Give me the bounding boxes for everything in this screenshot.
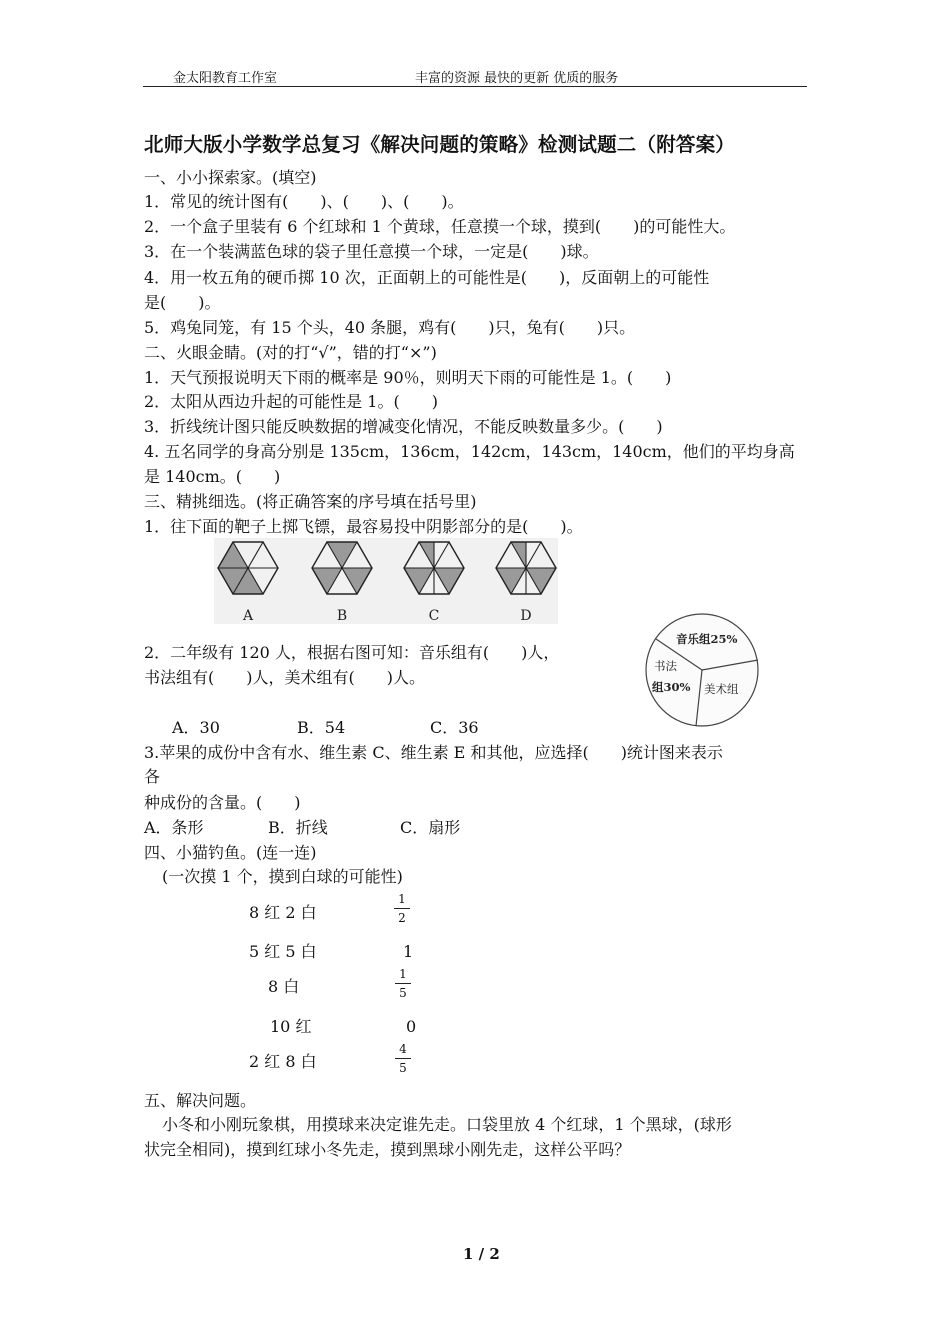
section-3-heading: 三、精挑细选。(将正确答案的序号填在括号里) [144, 492, 477, 511]
interest-group-pie-chart [644, 612, 760, 728]
fraction-bar [394, 908, 410, 909]
fraction-denominator: 5 [399, 986, 407, 1000]
s4-right-fraction-1 [394, 892, 410, 925]
s3-q3-option-b: B．折线 [268, 818, 328, 837]
s3-q2-option-b: B．54 [297, 718, 346, 737]
page-title: 北师大版小学数学总复习《解决问题的策略》检测试题二（附答案） [144, 133, 736, 156]
page-number: 1 / 2 [463, 1245, 500, 1263]
s3-q3-option-a: A．条形 [144, 818, 204, 837]
fraction-numerator: 4 [399, 1042, 407, 1056]
section-2-heading: 二、火眼金睛。(对的打“√”，错的打“×”) [144, 343, 437, 362]
pie-label-art: 美术组 [704, 682, 739, 696]
hexagon-label-a: A [242, 608, 254, 624]
s3-question-3b: 各 [144, 767, 161, 786]
s4-left-item-4: 10 红 [270, 1017, 312, 1036]
fraction-numerator: 1 [398, 892, 406, 906]
hexagon-label-c: C [428, 608, 440, 624]
pie-label-calligraphy-2: 组30% [652, 680, 691, 694]
s4-right-fraction-3 [395, 967, 411, 1000]
s2-question-2: 2．太阳从西边升起的可能性是 1。( ) [144, 392, 438, 411]
fraction-denominator: 2 [398, 911, 406, 925]
pie-label-music: 音乐组25% [676, 632, 738, 646]
header-left: 金太阳教育工作室 [173, 71, 278, 86]
fraction-bar [395, 1058, 411, 1059]
section-4-heading: 四、小猫钓鱼。(连一连) [144, 843, 317, 862]
s1-question-1: 1．常见的统计图有( )、( )、( )。 [144, 192, 464, 211]
s4-left-item-3: 8 白 [268, 977, 300, 996]
section-5-heading: 五、解决问题。 [144, 1091, 257, 1110]
s2-question-3: 3．折线统计图只能反映数据的增减变化情况，不能反映数量多少。( ) [144, 417, 663, 436]
s1-question-5: 5．鸡兔同笼，有 15 个头，40 条腿，鸡有( )只，兔有( )只。 [144, 318, 636, 337]
hexagon-label-b: B [336, 608, 348, 624]
s3-q2-option-a: A．30 [172, 718, 220, 737]
s4-left-item-2: 5 红 5 白 [249, 942, 317, 961]
header-rule [143, 86, 807, 87]
s1-question-3: 3．在一个装满蓝色球的袋子里任意摸一个球，一定是( )球。 [144, 242, 599, 261]
s3-question-1: 1．往下面的靶子上掷飞镖，最容易投中阴影部分的是( )。 [144, 517, 583, 536]
s3-question-3c: 种成份的含量。( ) [144, 793, 301, 812]
s5-paragraph-line-2: 状完全相同)，摸到红球小冬先走，摸到黑球小刚先走，这样公平吗？ [144, 1140, 631, 1159]
s5-paragraph-line-1: 小冬和小刚玩象棋，用摸球来决定谁先走。口袋里放 4 个红球，1 个黑球，(球形 [162, 1115, 732, 1134]
s2-question-4a: 4. 五名同学的身高分别是 135cm，136cm，142cm，143cm，140cm，他们的平均身高 [144, 442, 795, 461]
s2-question-1: 1．天气预报说明天下雨的概率是 90％，则明天下雨的可能性是 1。( ) [144, 368, 672, 387]
hexagon-targets-figure [214, 538, 558, 624]
s4-right-value-2: 1 [403, 942, 414, 961]
s3-q3-option-c: C．扇形 [400, 818, 461, 837]
s4-left-item-5: 2 红 8 白 [249, 1052, 317, 1071]
s3-question-2a: 2．二年级有 120 人，根据右图可知：音乐组有( )人， [144, 643, 560, 662]
s2-question-4b: 是 140cm。( ) [144, 467, 281, 486]
s1-question-4a: 4．用一枚五角的硬币掷 10 次，正面朝上的可能性是( )，反面朝上的可能性 [144, 268, 710, 287]
pie-label-calligraphy-1: 书法 [654, 659, 677, 673]
hexagon-label-d: D [520, 608, 532, 624]
s1-question-2: 2．一个盒子里装有 6 个红球和 1 个黄球，任意摸一个球，摸到( )的可能性大。 [144, 217, 736, 236]
fraction-bar [395, 983, 411, 984]
s1-question-4b: 是( )。 [144, 293, 221, 312]
s3-question-3a: 3.苹果的成份中含有水、维生素 C、维生素 E 和其他，应选择( )统计图来表示 [144, 743, 723, 762]
s3-question-2b: 书法组有( )人，美术组有( )人。 [144, 668, 425, 687]
fraction-denominator: 5 [399, 1061, 407, 1075]
s4-left-item-1: 8 红 2 白 [249, 903, 317, 922]
s4-right-value-4: 0 [406, 1017, 417, 1036]
s3-q2-option-c: C．36 [430, 718, 479, 737]
s4-subtitle: (一次摸 1 个，摸到白球的可能性) [162, 867, 403, 886]
fraction-numerator: 1 [399, 967, 407, 981]
s4-right-fraction-5 [395, 1042, 411, 1075]
header-right: 丰富的资源 最快的更新 优质的服务 [415, 71, 619, 86]
section-1-heading: 一、小小探索家。(填空) [144, 168, 317, 187]
